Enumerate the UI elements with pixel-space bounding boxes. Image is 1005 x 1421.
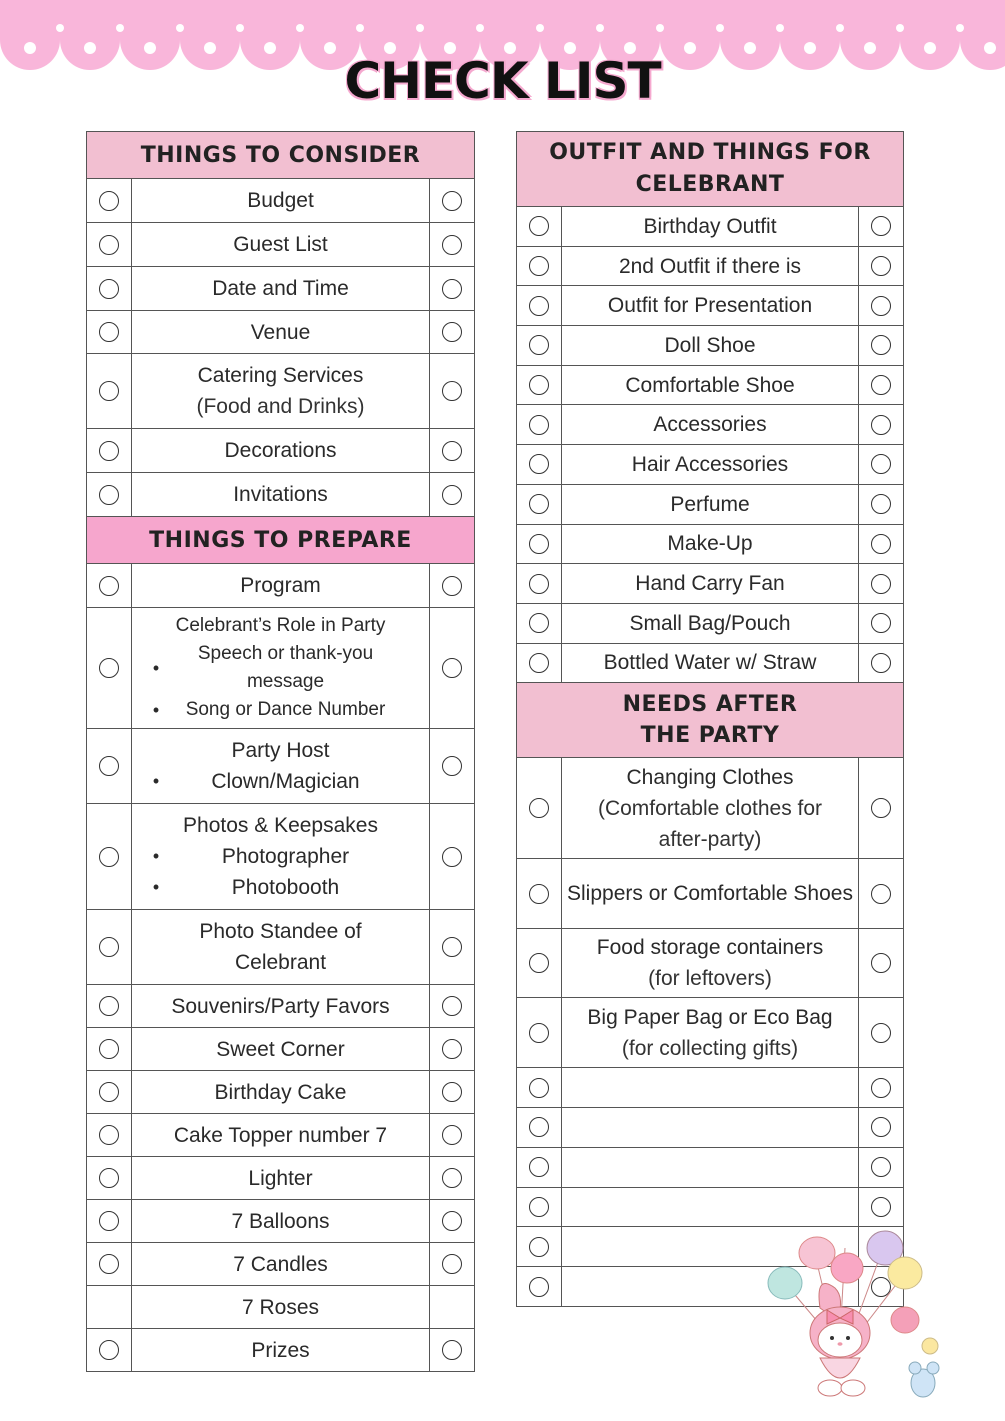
item-label: Photo Standee of Celebrant — [199, 920, 362, 974]
checklist-row — [516, 405, 904, 445]
checkbox-right[interactable] — [871, 335, 891, 355]
item-label: Perfume — [670, 492, 750, 516]
checkbox-left[interactable] — [529, 454, 549, 474]
checkbox-left[interactable] — [99, 1039, 119, 1059]
item-title: Food storage containers — [596, 936, 824, 960]
item-label — [132, 729, 429, 803]
checkbox-left[interactable] — [529, 1197, 549, 1217]
checkbox-right[interactable] — [442, 485, 462, 505]
checkbox-left[interactable] — [529, 574, 549, 594]
item-bullet: Clown/Magician — [211, 770, 360, 793]
checkbox-left[interactable] — [99, 1211, 119, 1231]
checkbox-left[interactable] — [99, 996, 119, 1016]
checkbox-right[interactable] — [871, 375, 891, 395]
item-bullet: Song or Dance Number — [185, 699, 386, 720]
checklist-row — [86, 1243, 475, 1286]
blank-row — [516, 1188, 904, 1228]
item-label: Birthday Cake — [214, 1080, 347, 1104]
item-label: Comfortable Shoe — [625, 373, 795, 397]
checklist-row — [516, 445, 904, 485]
item-label: 7 Balloons — [231, 1209, 330, 1233]
checkbox-right[interactable] — [871, 256, 891, 276]
checkbox-left[interactable] — [99, 381, 119, 401]
checkbox-right[interactable] — [442, 847, 462, 867]
item-label: Birthday Outfit — [643, 214, 777, 238]
checkbox-right[interactable] — [871, 1078, 891, 1098]
bullet-icon: • — [152, 846, 160, 866]
blank-label[interactable] — [562, 1068, 858, 1107]
checklist-row — [516, 564, 904, 604]
item-title: Changing Clothes — [626, 765, 794, 789]
item-label: Sweet Corner — [216, 1037, 345, 1061]
checkbox-left[interactable] — [529, 1157, 549, 1177]
bullet-icon: • — [152, 771, 160, 791]
checklist-row — [86, 179, 475, 223]
checklist-row — [86, 223, 475, 267]
checkbox-right[interactable] — [871, 574, 891, 594]
checkbox-left[interactable] — [529, 953, 549, 973]
blank-row — [516, 1148, 904, 1188]
checklist-row — [86, 804, 475, 910]
checkbox-right[interactable] — [871, 415, 891, 435]
item-label: Hair Accessories — [631, 452, 789, 476]
checkbox-right[interactable] — [442, 1211, 462, 1231]
item-title: Catering Services — [197, 364, 364, 387]
checkbox-left[interactable] — [529, 798, 549, 818]
checkbox-left[interactable] — [529, 1237, 549, 1257]
item-label — [562, 758, 858, 858]
checkbox-left[interactable] — [99, 847, 119, 867]
checkbox-right[interactable] — [442, 937, 462, 957]
item-label — [132, 354, 429, 428]
checklist-row — [516, 286, 904, 326]
checkbox-left[interactable] — [529, 1078, 549, 1098]
checkbox-left[interactable] — [529, 534, 549, 554]
item-label: Venue — [250, 320, 311, 344]
checkbox-right[interactable] — [442, 235, 462, 255]
item-title: Party Host — [231, 739, 330, 762]
checkbox-left[interactable] — [529, 1117, 549, 1137]
item-label: Cake Topper number 7 — [173, 1123, 388, 1147]
checklist-row — [516, 644, 904, 684]
right-checklist — [516, 131, 904, 1307]
checkbox-left[interactable] — [529, 375, 549, 395]
section-header-consider: THINGS TO CONSIDER — [86, 131, 475, 179]
checkbox-right[interactable] — [442, 1340, 462, 1360]
checkbox-right[interactable] — [871, 1157, 891, 1177]
checklist-row — [86, 1028, 475, 1071]
checklist-row — [516, 247, 904, 287]
section-header-prepare: THINGS TO PREPARE — [86, 517, 475, 564]
checklist-row — [516, 366, 904, 406]
item-subtitle: (for collecting gifts) — [621, 1036, 799, 1060]
checklist-row — [86, 910, 475, 985]
checkbox-left[interactable] — [529, 256, 549, 276]
checkbox-right[interactable] — [871, 296, 891, 316]
checkbox-left[interactable] — [529, 1023, 549, 1043]
item-subtitle: (for leftovers) — [648, 967, 772, 991]
blank-row — [516, 1108, 904, 1148]
checklist-row — [516, 525, 904, 565]
blank-row — [516, 1068, 904, 1108]
checkbox-right[interactable] — [442, 658, 462, 678]
checklist-row — [86, 1329, 475, 1372]
item-label: Small Bag/Pouch — [629, 611, 791, 635]
bullet-icon: • — [152, 877, 160, 897]
checklist-row — [86, 354, 475, 429]
item-bullet: Photographer — [221, 845, 350, 868]
item-label: 7 Roses — [241, 1295, 320, 1319]
checkbox-left[interactable] — [529, 216, 549, 236]
checkbox-left[interactable] — [99, 1254, 119, 1274]
checklist-row — [86, 1200, 475, 1243]
blank-label[interactable] — [562, 1108, 858, 1147]
checkbox-right[interactable] — [442, 322, 462, 342]
checklist-row — [516, 859, 904, 929]
checklist-row — [86, 1157, 475, 1200]
checkbox-left[interactable] — [529, 296, 549, 316]
checklist-row — [86, 1071, 475, 1114]
checkbox-right[interactable] — [442, 441, 462, 461]
item-label: Decorations — [224, 439, 337, 462]
blank-label[interactable] — [562, 1148, 858, 1187]
item-label: Program — [240, 574, 321, 597]
checkbox-right[interactable] — [442, 381, 462, 401]
item-label: Bottled Water w/ Straw — [603, 651, 817, 675]
item-label: 2nd Outfit if there is — [618, 254, 802, 278]
checklist-row — [516, 207, 904, 247]
bullet-icon: • — [152, 658, 160, 678]
checkbox-right[interactable] — [871, 454, 891, 474]
character-with-balloons-illustration — [765, 1228, 955, 1418]
checklist-row — [516, 326, 904, 366]
checkbox-right[interactable] — [871, 884, 891, 904]
checkbox-right[interactable] — [871, 798, 891, 818]
checklist-row — [86, 1114, 475, 1157]
checkbox-right[interactable] — [442, 1082, 462, 1102]
section-header-outfit: OUTFIT AND THINGS FOR CELEBRANT — [516, 131, 904, 207]
item-label: 7 Candles — [233, 1252, 328, 1276]
item-title: Celebrant’s Role in Party — [175, 615, 386, 636]
checklist-row — [86, 429, 475, 473]
checkbox-left[interactable] — [99, 576, 119, 596]
checkbox-right[interactable] — [871, 1023, 891, 1043]
checklist-row — [86, 985, 475, 1028]
item-label: Date and Time — [212, 277, 349, 300]
item-label: Budget — [247, 189, 314, 212]
item-subtitle: (Food and Drinks) — [196, 395, 365, 418]
checkbox-left[interactable] — [99, 658, 119, 678]
item-title: Big Paper Bag or Eco Bag — [587, 1005, 833, 1029]
item-bullet: Speech or thank-you message — [197, 643, 374, 692]
checkbox-left[interactable] — [99, 1340, 119, 1360]
checklist-row — [86, 473, 475, 517]
checkbox-right[interactable] — [442, 279, 462, 299]
checkbox-left[interactable] — [99, 322, 119, 342]
item-label: Invitations — [233, 483, 328, 506]
item-label: Accessories — [653, 413, 767, 437]
checklist-row — [86, 564, 475, 608]
checkbox-right[interactable] — [871, 653, 891, 673]
checkbox-right[interactable] — [442, 1168, 462, 1188]
checklist-row — [516, 758, 904, 859]
checkbox-right[interactable] — [442, 1125, 462, 1145]
item-label — [132, 804, 429, 909]
checkbox-left[interactable] — [529, 1277, 549, 1297]
checkbox-left[interactable] — [99, 937, 119, 957]
checkbox-right[interactable] — [871, 494, 891, 514]
checkbox-left[interactable] — [99, 1125, 119, 1145]
item-label: Slippers or Comfortable Shoes — [567, 882, 853, 906]
checkbox-left[interactable] — [99, 191, 119, 211]
checkbox-right[interactable] — [442, 1039, 462, 1059]
checkbox-right[interactable] — [442, 756, 462, 776]
item-label: Souvenirs/Party Favors — [171, 994, 390, 1018]
checklist-row — [516, 485, 904, 525]
item-label: Hand Carry Fan — [635, 572, 785, 596]
item-title: Photos & Keepsakes — [183, 814, 378, 837]
checkbox-right[interactable] — [871, 1197, 891, 1217]
checklist-row — [516, 929, 904, 998]
left-checklist — [86, 131, 475, 1372]
blank-label[interactable] — [562, 1188, 858, 1227]
item-label: Doll Shoe — [664, 333, 756, 357]
checkbox-right[interactable] — [442, 576, 462, 596]
checkbox-left[interactable] — [99, 1168, 119, 1188]
checkbox-right[interactable] — [871, 534, 891, 554]
checkbox-left[interactable] — [529, 884, 549, 904]
item-label — [562, 929, 858, 997]
checkbox-left[interactable] — [529, 335, 549, 355]
checkbox-left[interactable] — [99, 235, 119, 255]
item-label: Outfit for Presentation — [607, 294, 813, 318]
checkbox-left[interactable] — [99, 756, 119, 776]
checkbox-left[interactable] — [99, 1082, 119, 1102]
checkbox-right[interactable] — [871, 1117, 891, 1137]
checkbox-right[interactable] — [871, 953, 891, 973]
checkbox-left[interactable] — [99, 441, 119, 461]
checklist-row — [86, 311, 475, 354]
checkbox-right[interactable] — [442, 191, 462, 211]
section-header-after-party: NEEDS AFTER THE PARTY — [516, 683, 904, 758]
checklist-row — [86, 267, 475, 311]
item-label: Make-Up — [667, 532, 753, 556]
page-title: CHECK LIST — [344, 52, 661, 110]
item-label: Lighter — [248, 1166, 313, 1190]
item-subtitle: (Comfortable clothes for after-party) — [597, 796, 823, 851]
checkbox-left[interactable] — [529, 613, 549, 633]
item-label: Guest List — [233, 233, 328, 256]
checklist-row — [516, 998, 904, 1068]
checkbox-right[interactable] — [871, 613, 891, 633]
checkbox-left[interactable] — [529, 415, 549, 435]
item-bullet: Photobooth — [231, 876, 340, 899]
item-label: Prizes — [251, 1338, 310, 1362]
checkbox-left[interactable] — [529, 494, 549, 514]
checklist-row — [86, 1286, 475, 1329]
checkbox-right[interactable] — [871, 216, 891, 236]
item-label — [132, 608, 429, 728]
checklist-row — [86, 729, 475, 804]
checklist-row — [516, 604, 904, 644]
checklist-row — [86, 608, 475, 729]
checkbox-right[interactable] — [442, 996, 462, 1016]
checkbox-right[interactable] — [442, 1254, 462, 1274]
bullet-icon: • — [152, 700, 160, 720]
checkbox-left[interactable] — [529, 653, 549, 673]
item-label — [562, 998, 858, 1067]
checkbox-left[interactable] — [99, 279, 119, 299]
checkbox-left[interactable] — [99, 485, 119, 505]
